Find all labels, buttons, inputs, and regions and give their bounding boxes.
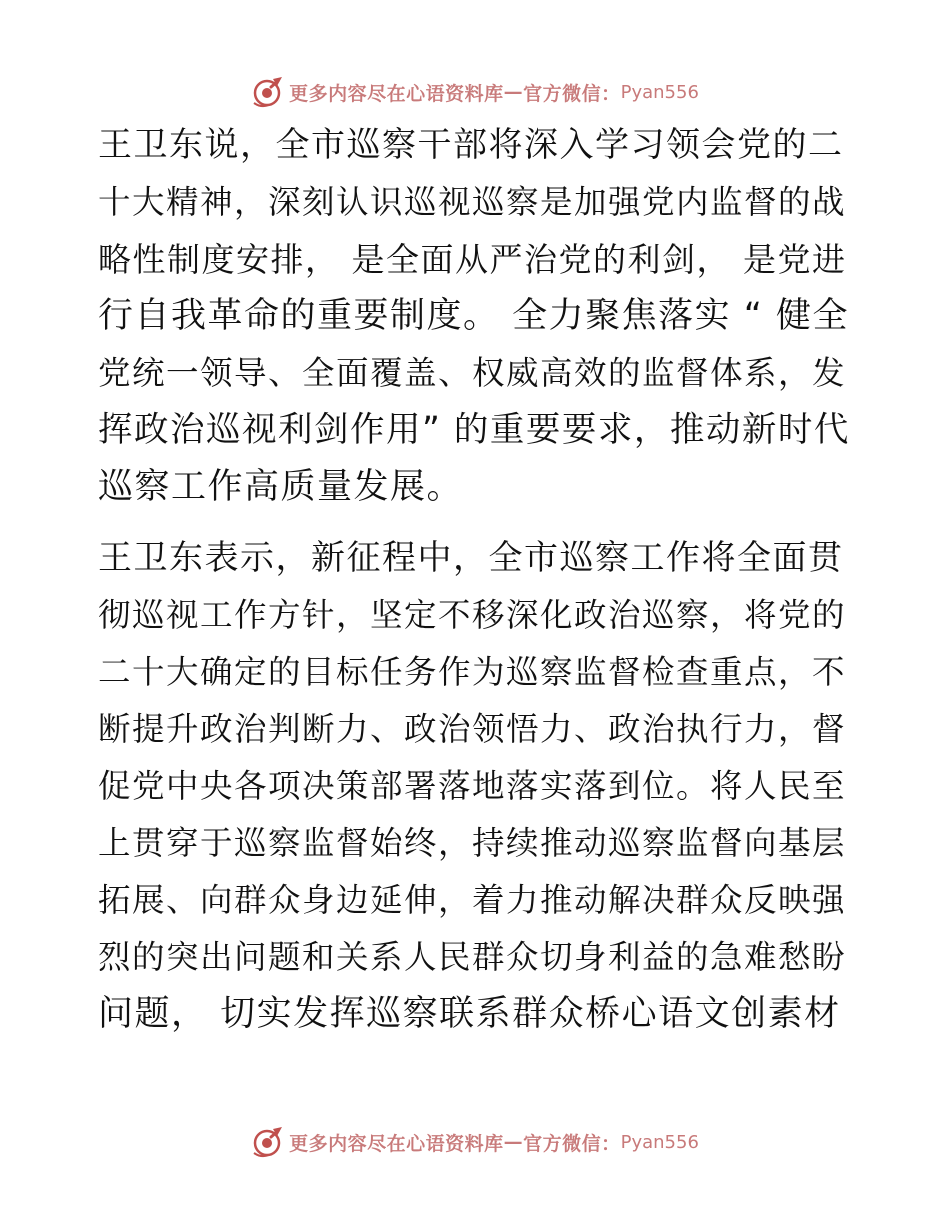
banner-contact-id: Pyan556 [620, 1131, 699, 1153]
paragraph-1 [98, 117, 850, 516]
paragraph-line: 行自我革命的重要制度。 全力聚焦落实 “ 健全 [98, 296, 850, 336]
banner-contact-label: 官方微信： [523, 82, 621, 105]
paragraph-line: 上贯穿于巡察监督始终，持续推动巡察监督向基层 [98, 824, 847, 862]
paragraph-line: 巡察工作高质量发展。 [98, 467, 464, 507]
paragraph-line: 断提升政治判断力、政治领悟力、政治执行力，督 [98, 710, 847, 748]
document-body [98, 117, 850, 1043]
footer-banner [0, 1122, 950, 1162]
paragraph-line: 烈的突出问题和关系人民群众切身利益的急难愁盼 [98, 938, 847, 976]
paragraph-line: 王卫东说，全市巡察干部将深入学习领会党的二 [98, 125, 844, 165]
header-banner [0, 72, 950, 112]
paragraph-line: 二十大确定的目标任务作为巡察监督检查重点，不 [98, 653, 847, 691]
banner-separator: — [503, 1131, 524, 1153]
banner-contact-id: Pyan556 [620, 81, 699, 103]
banner-site-text: 更多内容尽在心语资料库 [289, 82, 504, 105]
paragraph-line: 党统一领导、全面覆盖、权威高效的监督体系，发 [98, 354, 847, 392]
paragraph-line: 拓展、向群众身边延伸，着力推动解决群众反映强 [98, 881, 847, 919]
paragraph-line: 问题， 切实发挥巡察联系群众桥心语文创素材 [98, 994, 841, 1034]
paragraph-line: 十大精神，深刻认识巡视巡察是加强党内监督的战 [98, 183, 847, 221]
paragraph-line: 促党中央各项决策部署落地落实落到位。将人民至 [98, 767, 847, 805]
banner-site-text: 更多内容尽在心语资料库 [289, 1132, 504, 1155]
paragraph-line: 王卫东表示，新征程中，全市巡察工作将全面贯 [98, 538, 844, 578]
paragraph-line: 彻巡视工作方针，坚定不移深化政治巡察，将党的 [98, 596, 847, 634]
paragraph-line: 略性制度安排， 是全面从严治党的利剑， 是党进 [98, 240, 847, 279]
brush-pen-logo-icon [251, 75, 285, 109]
banner-separator: — [503, 81, 524, 103]
paragraph-line: 挥政治巡视利剑作用” 的重要要求，推动新时代 [98, 410, 850, 450]
paragraph-2 [98, 530, 850, 1043]
brush-pen-logo-icon [251, 1125, 285, 1159]
banner-contact-label: 官方微信： [523, 1132, 621, 1155]
